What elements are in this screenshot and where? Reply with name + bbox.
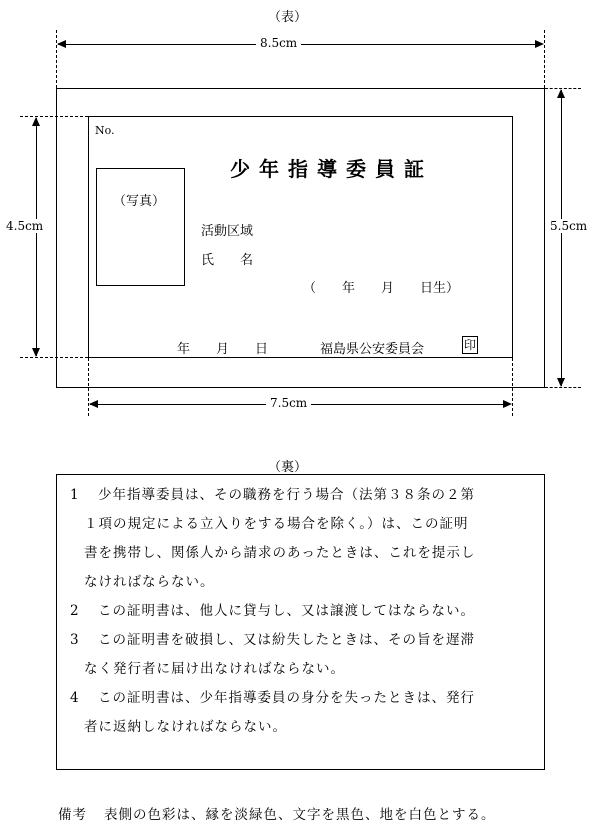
outer-height-arrow-line bbox=[561, 90, 562, 386]
item-line: この証明書を破損し、又は紛失したときは、その旨を遅滞 bbox=[98, 632, 475, 648]
arrow-down-icon bbox=[32, 348, 40, 357]
arrow-left-icon bbox=[57, 40, 66, 48]
arrow-right-icon bbox=[535, 40, 544, 48]
card-number-label: No. bbox=[95, 124, 115, 137]
card-title: 少年指導委員証 bbox=[230, 157, 433, 181]
item-number: 4 bbox=[70, 690, 80, 706]
item-line: 少年指導委員は、その職務を行う場合（法第３８条の２第 bbox=[98, 487, 475, 503]
arrow-right-icon bbox=[503, 400, 512, 408]
dimension-guide bbox=[544, 30, 545, 88]
dimension-guide bbox=[20, 116, 88, 117]
item-line: この証明書は、少年指導委員の身分を失ったときは、発行 bbox=[98, 690, 475, 706]
seal-stamp: 印 bbox=[464, 338, 477, 352]
arrow-up-icon bbox=[32, 117, 40, 126]
outer-height-label: 5.5cm bbox=[546, 219, 591, 233]
dimension-guide bbox=[56, 30, 57, 88]
outer-width-label: 8.5cm bbox=[256, 36, 301, 50]
item-line: 書を携帯し、関係人から請求のあったときは、これを提示し bbox=[84, 545, 476, 561]
item-number: 2 bbox=[70, 603, 80, 619]
inner-height-label: 4.5cm bbox=[2, 219, 47, 233]
inner-width-label: 7.5cm bbox=[266, 396, 311, 410]
issuer-name: 福島県公安委員会 bbox=[320, 342, 425, 357]
item-line: １項の規定による立入りをする場合を除く。）は、この証明 bbox=[84, 516, 469, 532]
arrow-down-icon bbox=[557, 378, 565, 387]
field-area-label: 活動区域 bbox=[201, 224, 254, 239]
issue-date-line: 年 月 日 bbox=[177, 342, 269, 357]
inner-height-arrow-line bbox=[36, 118, 37, 356]
dimension-guide bbox=[20, 357, 88, 358]
item-line: この証明書は、他人に貸与し、又は譲渡してはならない。 bbox=[98, 603, 475, 619]
item-number: 1 bbox=[70, 487, 80, 503]
field-name-label: 氏 名 bbox=[201, 253, 254, 268]
arrow-up-icon bbox=[557, 89, 565, 98]
arrow-left-icon bbox=[89, 400, 98, 408]
back-heading: （裏） bbox=[268, 460, 308, 475]
dimension-guide bbox=[512, 358, 513, 416]
item-number: 3 bbox=[70, 632, 80, 648]
dimension-guide bbox=[545, 387, 581, 388]
note-text: 表側の色彩は、縁を淡緑色、文字を黒色、地を白色とする。 bbox=[104, 807, 496, 823]
photo-label: （写真） bbox=[113, 194, 166, 209]
item-line: なければならない。 bbox=[84, 574, 215, 590]
item-line: なく発行者に届け出なければならない。 bbox=[84, 661, 345, 677]
photo-frame bbox=[96, 168, 185, 286]
note-label: 備考 bbox=[58, 807, 87, 823]
birth-date-line: （ 年 月 日生） bbox=[303, 281, 460, 296]
front-heading: （表） bbox=[268, 10, 308, 25]
item-line: 者に返納しなければならない。 bbox=[84, 719, 287, 735]
